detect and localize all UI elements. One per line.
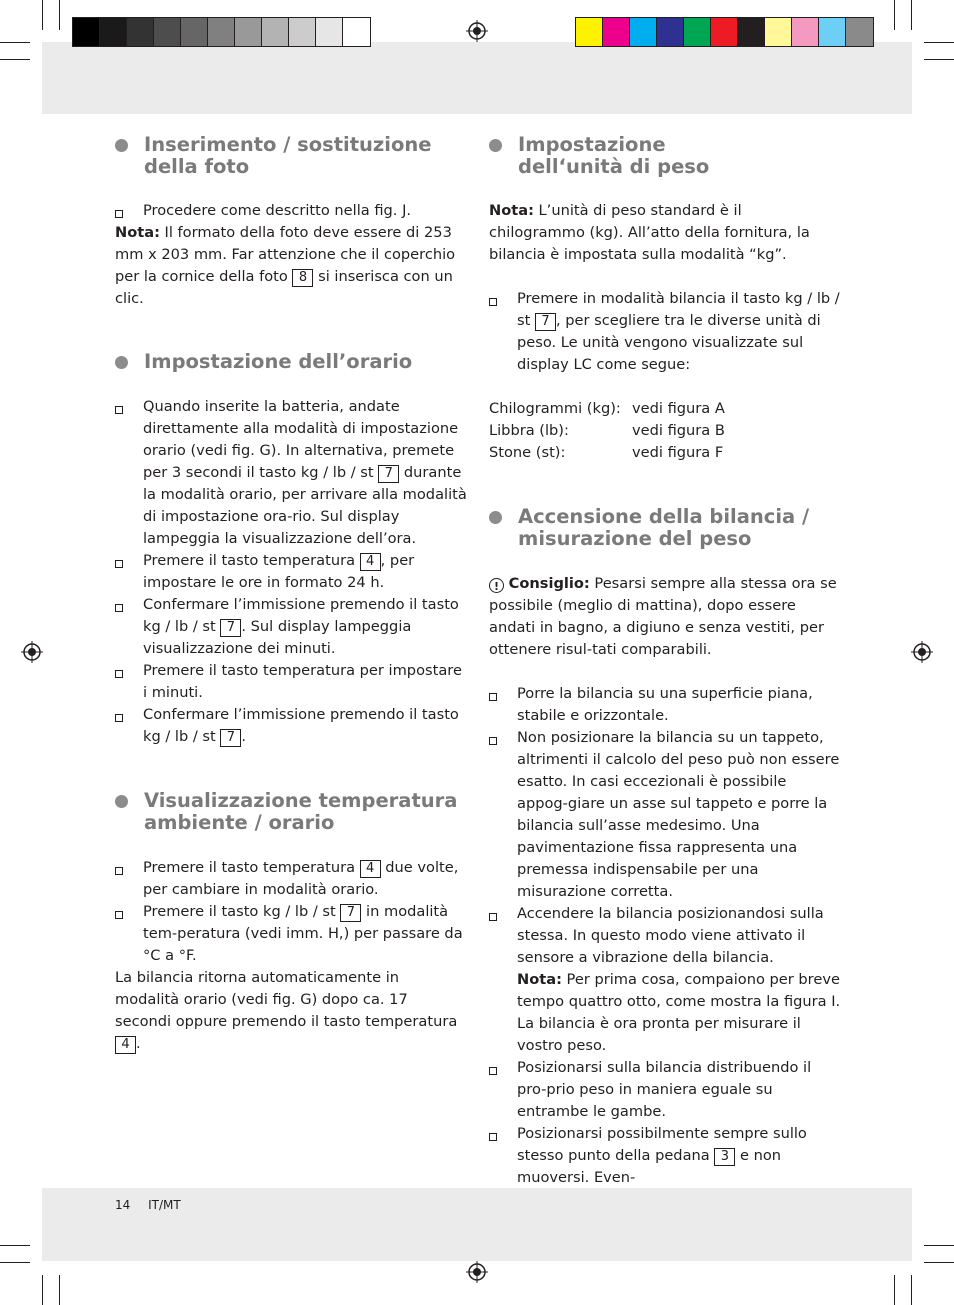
registration-mark-icon (911, 641, 933, 663)
bullet-dot-icon (115, 139, 128, 152)
color-swatch (100, 18, 127, 46)
checkbox-square-icon (115, 714, 123, 722)
bullet-dot-icon (115, 795, 128, 808)
color-swatch (657, 18, 684, 46)
table-row: Stone (st): vedi figura F (489, 444, 724, 461)
part-reference: 7 (220, 619, 241, 637)
checkbox-square-icon (115, 210, 123, 218)
crop-mark (0, 59, 30, 60)
checkbox-square-icon (489, 1067, 497, 1075)
color-swatch (262, 18, 289, 46)
tip-paragraph: ! Consiglio: Pesarsi sempre alla stessa ora se possibile (meglio di mattina), dopo essere andati in bagno, a digiuno e senza vestiti, per ottenere risul-tati comparabili. (489, 575, 837, 658)
crop-mark (924, 59, 954, 60)
list-item: Porre la bilancia su una superficie piana, stabile e orizzontale. (489, 683, 841, 727)
part-reference: 4 (115, 1036, 136, 1054)
bullet-dot-icon (489, 139, 502, 152)
list-item: Premere in modalità bilancia il tasto kg / lb / st 7 , per scegliere tra le diverse unità di peso. Le unità vengono visualizzate sul display LC come segue: (489, 288, 841, 376)
note-paragraph: Nota: L’unità di peso standard è il chilogrammo (kg). All’atto della fornitura, la bilancia è impostata sulla modalità “kg”. (489, 202, 810, 263)
color-swatch (711, 18, 738, 46)
language-code: IT/MT (148, 1198, 181, 1212)
section-temperature-display (115, 790, 467, 1055)
page-footer (115, 1198, 195, 1212)
crop-mark (59, 0, 60, 30)
section-photo-insertion (115, 134, 467, 310)
registration-mark-icon (466, 20, 488, 42)
table-row: Libbra (lb): vedi figura B (489, 422, 725, 439)
checkbox-square-icon (115, 670, 123, 678)
note-paragraph: Nota: Il formato della foto deve essere di 253 mm x 203 mm. Far attenzione che il coperchio per la cornice della foto 8 si inserisca con un clic. (115, 224, 456, 307)
list-item: Confermare l’immissione premendo il tasto kg / lb / st 7 . Sul display lampeggia visualizzazione dei minuti. (115, 594, 467, 660)
color-swatch (208, 18, 235, 46)
crop-mark (924, 1245, 954, 1246)
part-reference: 7 (378, 465, 399, 483)
color-swatch (181, 18, 208, 46)
grayscale-calibration-bar (72, 17, 371, 47)
crop-mark (924, 42, 954, 43)
list-item: Procedere come descritto nella fig. J. (115, 200, 467, 222)
color-swatch (738, 18, 765, 46)
checkbox-square-icon (489, 737, 497, 745)
header-band (42, 42, 912, 114)
crop-mark (42, 0, 43, 30)
page-number: 14 (115, 1198, 131, 1212)
list-item: Premere il tasto kg / lb / st 7 in modalità tem-peratura (vedi imm. H,) per passare da °C a °F. (115, 901, 467, 967)
crop-mark (894, 0, 895, 30)
left-column (115, 128, 467, 1055)
crop-mark (911, 0, 912, 30)
checkbox-square-icon (115, 911, 123, 919)
color-swatch (603, 18, 630, 46)
section-heading: Impostazione dell’orario (115, 351, 467, 373)
table-row: Chilogrammi (kg): vedi figura A (489, 400, 725, 417)
body-paragraph: La bilancia ritorna automaticamente in modalità orario (vedi fig. G) dopo ca. 17 secondi oppure premendo il tasto temperatura 4 . (115, 969, 458, 1052)
crop-mark (894, 1275, 895, 1305)
color-swatch (289, 18, 316, 46)
color-swatch (316, 18, 343, 46)
crop-mark (0, 1245, 30, 1246)
section-time-setting (115, 351, 467, 748)
part-reference: 7 (220, 729, 241, 747)
exclamation-circle-icon: ! (489, 578, 504, 593)
part-reference: 3 (714, 1148, 735, 1166)
list-item: Posizionarsi possibilmente sempre sullo stesso punto della pedana 3 e non muoversi. Even- (489, 1123, 841, 1189)
list-item: Non posizionare la bilancia su un tappeto, altrimenti il calcolo del peso può non essere esatto. In casi eccezionali è possibile appog-giare un asse sul tappeto e porre la bilancia sull’asse medesimo. Una pavimentazione fissa rappresenta una premessa indispensabile per una misurazione corretta. (489, 727, 841, 903)
color-swatch (684, 18, 711, 46)
color-swatch (630, 18, 657, 46)
checkbox-square-icon (489, 913, 497, 921)
bullet-dot-icon (489, 511, 502, 524)
color-calibration-bar (575, 17, 874, 47)
list-item: Premere il tasto temperatura 4 , per impostare le ore in formato 24 h. (115, 550, 467, 594)
color-swatch (343, 18, 370, 46)
list-item: Quando inserite la batteria, andate direttamente alla modalità di impostazione orario (vedi fig. G). In alternativa, premete per 3 secondi il tasto kg / lb / st 7 durante la modalità orario, per arrivare alla modalità di impostazione ora-rio. Sul display lampeggia la visualizzazione dell’ora. (115, 396, 467, 550)
color-swatch (792, 18, 819, 46)
section-heading: Accensione della bilancia / misurazione del peso (489, 506, 841, 550)
registration-mark-icon (466, 1261, 488, 1283)
units-table (489, 398, 725, 464)
list-item: Accendere la bilancia posizionandosi sulla stessa. In questo modo viene attivato il sensore a vibrazione della bilancia. Nota: Per prima cosa, compaiono per breve tempo quattro otto, come mostra la figura I. La bilancia è ora pronta per misurare il vostro peso. (489, 903, 841, 1057)
color-swatch (576, 18, 603, 46)
color-swatch (154, 18, 181, 46)
crop-mark (59, 1275, 60, 1305)
list-item: Premere il tasto temperatura 4 due volte, per cambiare in modalità orario. (115, 857, 467, 901)
part-reference: 7 (535, 313, 556, 331)
color-swatch (73, 18, 100, 46)
part-reference: 4 (360, 553, 381, 571)
section-weight-unit (489, 134, 841, 464)
color-swatch (127, 18, 154, 46)
part-reference: 7 (340, 904, 361, 922)
checkbox-square-icon (115, 560, 123, 568)
color-swatch (765, 18, 792, 46)
section-heading: Visualizzazione temperatura ambiente / orario (115, 790, 467, 834)
list-item: Confermare l’immissione premendo il tasto kg / lb / st 7 . (115, 704, 467, 748)
part-reference: 4 (360, 860, 381, 878)
section-heading: Inserimento / sostituzione della foto (115, 134, 467, 178)
checkbox-square-icon (489, 693, 497, 701)
color-swatch (235, 18, 262, 46)
list-item: Posizionarsi sulla bilancia distribuendo il pro-prio peso in maniera eguale su entrambe le gambe. (489, 1057, 841, 1123)
crop-mark (0, 42, 30, 43)
crop-mark (0, 1262, 30, 1263)
part-reference: 8 (292, 269, 313, 287)
section-heading: Impostazione dell‘unità di peso (489, 134, 841, 178)
color-swatch (846, 18, 873, 46)
checkbox-square-icon (489, 298, 497, 306)
crop-mark (42, 1275, 43, 1305)
checkbox-square-icon (489, 1133, 497, 1141)
list-item: Premere il tasto temperatura per impostare i minuti. (115, 660, 467, 704)
crop-mark (924, 1262, 954, 1263)
right-column (489, 128, 841, 1189)
registration-mark-icon (21, 641, 43, 663)
crop-mark (911, 1275, 912, 1305)
checkbox-square-icon (115, 867, 123, 875)
checkbox-square-icon (115, 406, 123, 414)
bullet-dot-icon (115, 356, 128, 369)
checkbox-square-icon (115, 604, 123, 612)
section-weighing (489, 506, 841, 1189)
color-swatch (819, 18, 846, 46)
